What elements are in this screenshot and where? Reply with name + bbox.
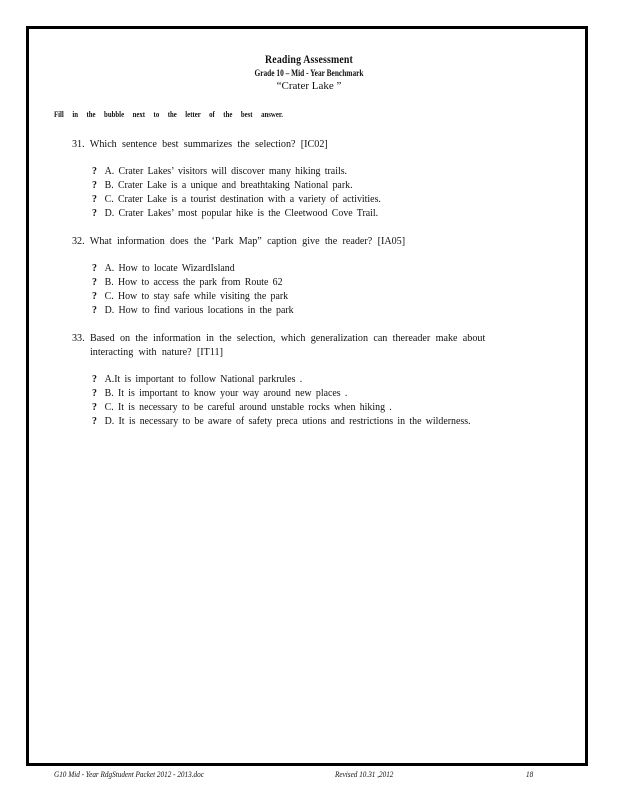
answer-option[interactable] (92, 193, 381, 205)
question-stem: Based on the information in the selection, which generalization can thereader make about (89, 332, 486, 344)
option-text: B. Crater Lake is a unique and breathtaking National park. (104, 179, 353, 191)
answer-option[interactable] (92, 373, 302, 385)
answer-bubble-icon[interactable]: ? (92, 415, 97, 427)
option-text: C. How to stay safe while visiting the park (104, 290, 289, 302)
answer-bubble-icon[interactable]: ? (92, 276, 97, 288)
question-number: 31. (72, 138, 85, 150)
answer-option[interactable] (92, 262, 235, 274)
question-number: 32. (72, 235, 85, 247)
answer-bubble-icon[interactable]: ? (92, 165, 97, 177)
question-31 (72, 138, 328, 150)
option-text: D. It is necessary to be aware of safety preca utions and restrictions in the wilderness. (104, 415, 471, 427)
answer-option[interactable] (92, 387, 347, 399)
answer-option[interactable] (92, 276, 283, 288)
option-text: B. It is important to know your way around new places . (104, 387, 348, 399)
answer-option[interactable] (92, 401, 392, 413)
answer-bubble-icon[interactable]: ? (92, 207, 97, 219)
option-text: A. How to locate WizardIsland (104, 262, 235, 274)
footer-revised: Revised 10.31 ,2012 (335, 770, 394, 779)
answer-bubble-icon[interactable]: ? (92, 262, 97, 274)
answer-option[interactable] (92, 304, 294, 316)
answer-option[interactable] (92, 165, 347, 177)
footer-page-number: 18 (526, 770, 534, 779)
question-stem: What information does the ‘Park Map” caption give the reader? [IA05] (89, 235, 406, 247)
page-title: Reading Assessment (265, 52, 353, 66)
answer-option[interactable] (92, 207, 378, 219)
question-32 (72, 235, 405, 247)
option-text: A.It is important to follow National parkrules . (104, 373, 303, 385)
answer-bubble-icon[interactable]: ? (92, 290, 97, 302)
answer-option[interactable] (92, 179, 353, 191)
answer-option[interactable] (92, 415, 471, 427)
answer-bubble-icon[interactable]: ? (92, 387, 97, 399)
page-subtitle: Grade 10 – Mid - Year Benchmark (254, 68, 364, 78)
question-number: 33. (72, 332, 85, 344)
answer-bubble-icon[interactable]: ? (92, 401, 97, 413)
option-text: C. Crater Lake is a tourist destination with a variety of activities. (104, 193, 381, 205)
question-33 (72, 332, 485, 344)
option-text: A. Crater Lakes’ visitors will discover many hiking trails. (104, 165, 348, 177)
option-text: C. It is necessary to be careful around unstable rocks when hiking . (104, 401, 392, 413)
instructions: Fill in the bubble next to the letter of the best answer. (54, 110, 283, 119)
question-stem: Which sentence best summarizes the selection? [IC02] (89, 138, 328, 150)
answer-bubble-icon[interactable]: ? (92, 304, 97, 316)
option-text: D. How to find various locations in the park (104, 304, 294, 316)
answer-bubble-icon[interactable]: ? (92, 373, 97, 385)
answer-bubble-icon[interactable]: ? (92, 179, 97, 191)
footer-filename: G10 Mid - Year RdgStudent Packet 2012 - 2013.doc (54, 770, 204, 779)
option-text: D. Crater Lakes’ most popular hike is the Cleetwood Cove Trail. (104, 207, 379, 219)
option-text: B. How to access the park from Route 62 (104, 276, 283, 288)
answer-bubble-icon[interactable]: ? (92, 193, 97, 205)
passage-title: “Crater Lake ” (276, 80, 342, 92)
question-stem-continued: interacting with nature? [IT11] (90, 346, 223, 358)
answer-option[interactable] (92, 290, 288, 302)
